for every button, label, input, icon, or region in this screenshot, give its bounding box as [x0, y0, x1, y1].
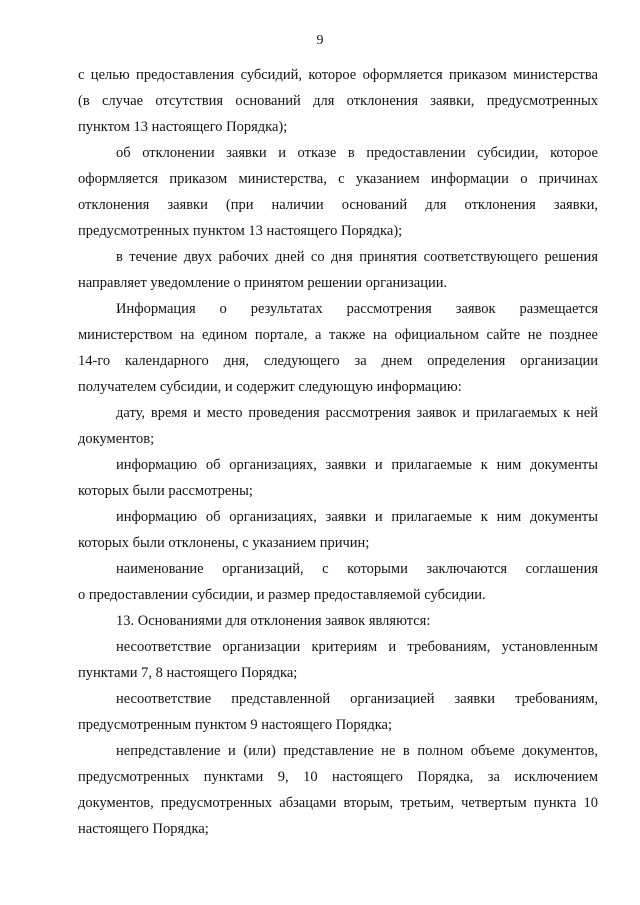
text-line: оформляется приказом министерства, с указанием информации о причинах [78, 171, 598, 187]
text-line: в течение двух рабочих дней со дня принятия соответствующего решения [116, 249, 598, 265]
text-line: получателем субсидии, и содержит следующую информацию: [78, 379, 462, 395]
text-line: об отклонении заявки и отказе в предоставлении субсидии, которое [116, 145, 598, 161]
text-line: 13. Основаниями для отклонения заявок являются: [116, 613, 431, 629]
text-line: министерством на едином портале, а также на официальном сайте не позднее [78, 327, 598, 343]
text-line: отклонения заявки (при наличии оснований для отклонения заявки, [78, 197, 598, 213]
text-line: 14-го календарного дня, следующего за днем определения организации [78, 353, 598, 369]
text-line: пунктом 13 настоящего Порядка); [78, 119, 288, 135]
text-line: непредставление и (или) представление не в полном объеме документов, [116, 743, 598, 759]
text-line: с целью предоставления субсидий, которое оформляется приказом министерства [78, 67, 598, 83]
text-line: несоответствие представленной организацией заявки требованиям, [116, 691, 598, 707]
text-line: (в случае отсутствия оснований для отклонения заявки, предусмотренных [78, 93, 598, 109]
text-line: Информация о результатах рассмотрения заявок размещается [116, 301, 598, 317]
text-line: документов, предусмотренных абзацами вторым, третьим, четвертым пункта 10 [78, 795, 598, 811]
text-line: направляет уведомление о принятом решении организации. [78, 275, 448, 291]
text-line: несоответствие организации критериям и требованиям, установленным [116, 639, 598, 655]
text-line: о предоставлении субсидии, и размер предоставляемой субсидии. [78, 587, 486, 603]
text-line: документов; [78, 431, 155, 447]
text-line: предусмотренным пунктом 9 настоящего Порядка; [78, 717, 393, 733]
text-line: наименование организаций, с которыми заключаются соглашения [116, 561, 598, 577]
text-line: которых были рассмотрены; [78, 483, 253, 499]
text-line: предусмотренных пунктами 9, 10 настоящего Порядка, за исключением [78, 769, 598, 785]
text-line: которых были отклонены, с указанием причин; [78, 535, 370, 551]
text-line: настоящего Порядка; [78, 821, 209, 837]
text-line: предусмотренных пунктом 13 настоящего Порядка); [78, 223, 403, 239]
text-line: дату, время и место проведения рассмотрения заявок и прилагаемых к ней [116, 405, 598, 421]
text-line: пунктами 7, 8 настоящего Порядка; [78, 665, 298, 681]
text-line: информацию об организациях, заявки и прилагаемые к ним документы [116, 509, 598, 525]
page-number: 9 [316, 33, 324, 48]
text-line: информацию об организациях, заявки и прилагаемые к ним документы [116, 457, 598, 473]
